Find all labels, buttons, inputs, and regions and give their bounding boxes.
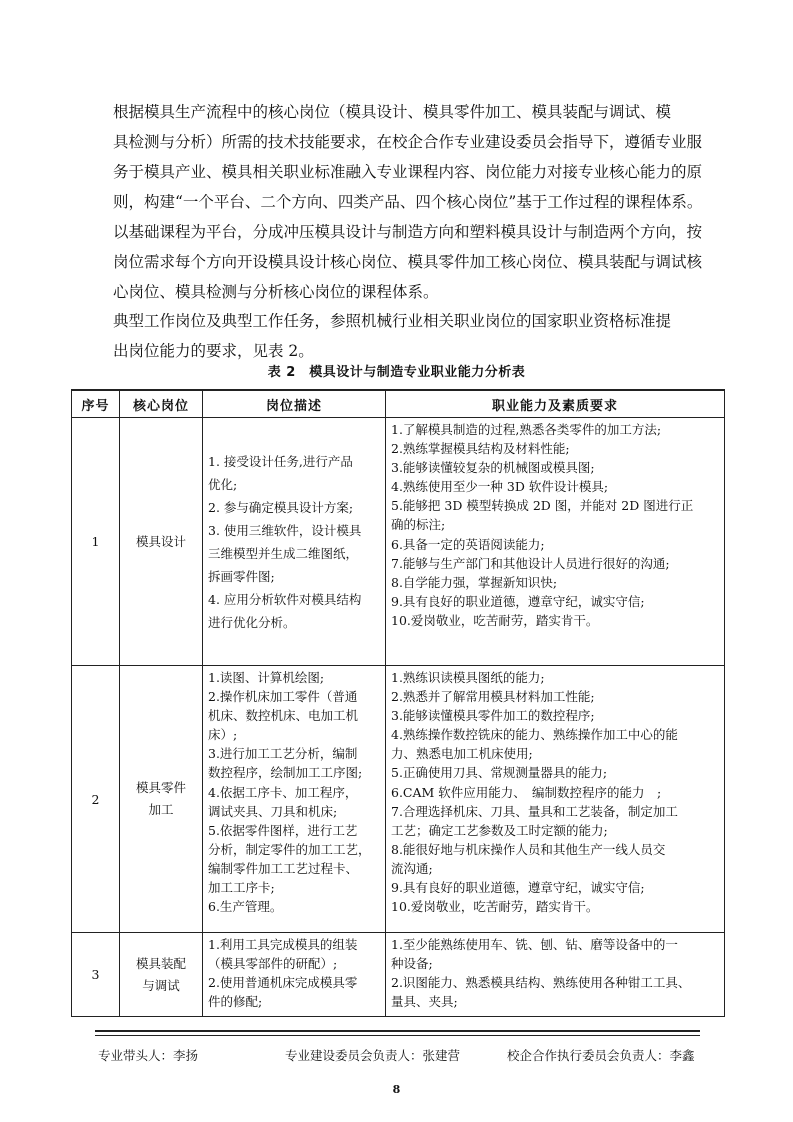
cell-no: 2 bbox=[72, 666, 120, 933]
description-line: 调试夹具、刀具和机床; bbox=[208, 803, 338, 819]
paragraph-line: 出岗位能力的要求，见表 2。 bbox=[113, 342, 314, 360]
description-line: 1. 接受设计任务,进行产品 bbox=[208, 453, 353, 469]
post-line: 加工 bbox=[148, 802, 174, 817]
description-line: 2. 参与确定模具设计方案; bbox=[208, 499, 354, 515]
table-body bbox=[72, 418, 725, 1017]
description-line: 2.使用普通机床完成模具零 bbox=[208, 975, 358, 991]
paragraph-line: 心岗位、模具检测与分析核心岗位的课程体系。 bbox=[113, 283, 439, 301]
description-line: 2.操作机床加工零件（普通 bbox=[208, 689, 358, 705]
description-line: （模具零部件的研配）; bbox=[208, 956, 338, 972]
footer-committee: 专业建设委员会负责人：张建营 bbox=[285, 1048, 461, 1063]
post-line: 与调试 bbox=[142, 977, 180, 993]
paragraph-line: 岗位需求每个方向开设模具设计核心岗位、模具零件加工核心岗位、模具装配与调试核 bbox=[113, 253, 703, 271]
intro-paragraph bbox=[82, 97, 716, 307]
requirement-line: 3.能够读懂较复杂的机械图或模具图; bbox=[391, 460, 595, 476]
description-line: 1.利用工具完成模具的组装 bbox=[208, 937, 358, 952]
paragraph-line: 以基础课程为平台，分成冲压模具设计与制造方向和塑料模具设计与制造两个方向，按 bbox=[113, 223, 703, 241]
requirement-line: 5.能够把 3D 模型转换成 2D 图，并能对 2D 图进行正 bbox=[391, 498, 694, 514]
cell-no: 1 bbox=[72, 418, 120, 666]
header-no: 序号 bbox=[72, 390, 120, 418]
description-line: 编制零件加工工艺过程卡、 bbox=[208, 860, 359, 876]
requirement-line: 3.能够读懂模具零件加工的数控程序; bbox=[391, 708, 595, 724]
cell-post bbox=[120, 933, 203, 1017]
requirement-line: 8.能很好地与机床操作人员和其他生产一线人员交 bbox=[391, 841, 666, 857]
description-line: 5.依据零件图样，进行工艺 bbox=[208, 822, 358, 838]
table-caption: 表 2 模具设计与制造专业职业能力分析表 bbox=[267, 365, 526, 380]
requirement-line: 种设备; bbox=[391, 956, 433, 972]
description-line: 4.依据工序卡、加工程序， bbox=[208, 784, 358, 800]
requirement-line: 9.具有良好的职业道德，遵章守纪，诚实守信; bbox=[391, 593, 645, 609]
paragraph-line: 根据模具生产流程中的核心岗位（模具设计、模具零件加工、模具装配与调试、模 bbox=[113, 103, 672, 121]
table-row bbox=[72, 666, 725, 933]
cell-requirements bbox=[386, 666, 725, 933]
requirement-line: 6.具备一定的英语阅读能力; bbox=[391, 536, 545, 552]
table-row bbox=[72, 933, 725, 1017]
table-row bbox=[72, 418, 725, 666]
header-desc: 岗位描述 bbox=[203, 390, 386, 418]
requirement-line: 6.CAM 软件应用能力、 编制数控程序的能力 ; bbox=[391, 784, 662, 800]
requirement-line: 10.爱岗敬业，吃苦耐劳，踏实肯干。 bbox=[391, 899, 599, 915]
paragraph-line: 典型工作岗位及典型工作任务，参照机械行业相关职业岗位的国家职业资格标准提 bbox=[113, 312, 672, 330]
cell-post bbox=[120, 418, 203, 666]
post-line: 模具设计 bbox=[135, 533, 186, 549]
requirement-line: 确的标注; bbox=[391, 517, 446, 533]
description-line: 优化; bbox=[208, 476, 238, 492]
requirement-line: 2.熟悉并了解常用模具材料加工性能; bbox=[391, 689, 595, 705]
description-line: 3.进行加工工艺分析，编制 bbox=[208, 746, 358, 762]
requirement-line: 7.能够与生产部门和其他设计人员进行很好的沟通; bbox=[391, 555, 670, 571]
ability-analysis-table bbox=[71, 389, 725, 1017]
requirement-line: 1.至少能熟练使用车、铣、刨、钻、磨等设备中的一 bbox=[391, 937, 678, 952]
requirement-line: 8.自学能力强，掌握新知识快; bbox=[391, 574, 558, 590]
footer-exec: 校企合作执行委员会负责人：李鑫 bbox=[507, 1048, 695, 1063]
requirement-line: 1.熟练识读模具图纸的能力; bbox=[391, 670, 545, 685]
requirement-line: 4.熟练操作数控铣床的能力、熟练操作加工中心的能 bbox=[391, 727, 678, 743]
requirement-line: 7.合理选择机床、刀具、量具和工艺装备，制定加工 bbox=[391, 803, 678, 819]
cell-description bbox=[203, 418, 386, 666]
description-line: 加工工序卡; bbox=[208, 880, 275, 896]
paragraph-line: 务于模具产业、模具相关职业标准融入专业课程内容、岗位能力对接专业核心能力的原 bbox=[113, 163, 703, 181]
requirement-line: 10.爱岗敬业，吃苦耐劳，踏实肯干。 bbox=[391, 612, 599, 628]
description-line: 件的修配; bbox=[208, 994, 263, 1010]
cell-description bbox=[203, 933, 386, 1017]
description-line: 1.读图、计算机绘图; bbox=[208, 670, 325, 685]
description-line: 数控程序，绘制加工工序图; bbox=[208, 765, 363, 781]
header-post: 核心岗位 bbox=[120, 390, 203, 418]
requirement-line: 4.熟练使用至少一种 3D 软件设计模具; bbox=[391, 479, 609, 495]
header-requirements: 职业能力及素质要求 bbox=[386, 390, 725, 418]
cell-description bbox=[203, 666, 386, 933]
requirement-line: 2.识图能力、熟悉模具结构、熟练使用各种钳工工具、 bbox=[391, 975, 691, 991]
description-line: 6.生产管理。 bbox=[208, 899, 283, 915]
requirement-paragraph bbox=[82, 306, 716, 366]
requirement-line: 1.了解模具制造的过程,熟悉各类零件的加工方法; bbox=[391, 422, 662, 437]
paragraph-line: 则，构建“一个平台、二个方向、四类产品、四个核心岗位”基于工作过程的课程体系。 bbox=[113, 193, 703, 211]
requirement-line: 流沟通; bbox=[391, 860, 433, 876]
requirement-line: 5.正确使用刀具、常规测量器具的能力; bbox=[391, 765, 608, 781]
description-line: 床）; bbox=[208, 727, 238, 743]
requirement-line: 力、熟悉电加工机床使用; bbox=[391, 746, 533, 762]
description-line: 拆画零件图; bbox=[208, 568, 275, 584]
requirement-line: 2.熟练掌握模具结构及材料性能; bbox=[391, 441, 570, 457]
post-line: 模具装配 bbox=[135, 955, 186, 971]
requirement-line: 量具、夹具; bbox=[391, 994, 458, 1010]
description-line: 3. 使用三维软件，设计模具 bbox=[208, 522, 362, 538]
footer-lead: 专业带头人：李扬 bbox=[98, 1048, 199, 1063]
description-line: 4. 应用分析软件对模具结构 bbox=[208, 591, 362, 607]
cell-no: 3 bbox=[72, 933, 120, 1017]
description-line: 三维模型并生成二维图纸， bbox=[208, 545, 359, 561]
requirement-line: 9.具有良好的职业道德，遵章守纪，诚实守信; bbox=[391, 880, 645, 896]
footer-rule bbox=[95, 1030, 700, 1032]
paragraph-line: 具检测与分析）所需的技术技能要求，在校企合作专业建设委员会指导下，遵循专业服 bbox=[113, 133, 703, 151]
cell-requirements bbox=[386, 418, 725, 666]
requirement-line: 工艺；确定工艺参数及工时定额的能力; bbox=[391, 822, 608, 838]
table-header-row bbox=[72, 390, 725, 418]
footer-rule-thin bbox=[95, 1035, 700, 1036]
post-line: 模具零件 bbox=[135, 780, 186, 795]
page-number: 8 bbox=[392, 1083, 401, 1096]
description-line: 进行优化分析。 bbox=[208, 614, 296, 630]
description-line: 分析，制定零件的加工工艺， bbox=[208, 841, 371, 857]
description-line: 机床、数控机床、电加工机 bbox=[208, 708, 359, 724]
cell-post bbox=[120, 666, 203, 933]
cell-requirements bbox=[386, 933, 725, 1017]
